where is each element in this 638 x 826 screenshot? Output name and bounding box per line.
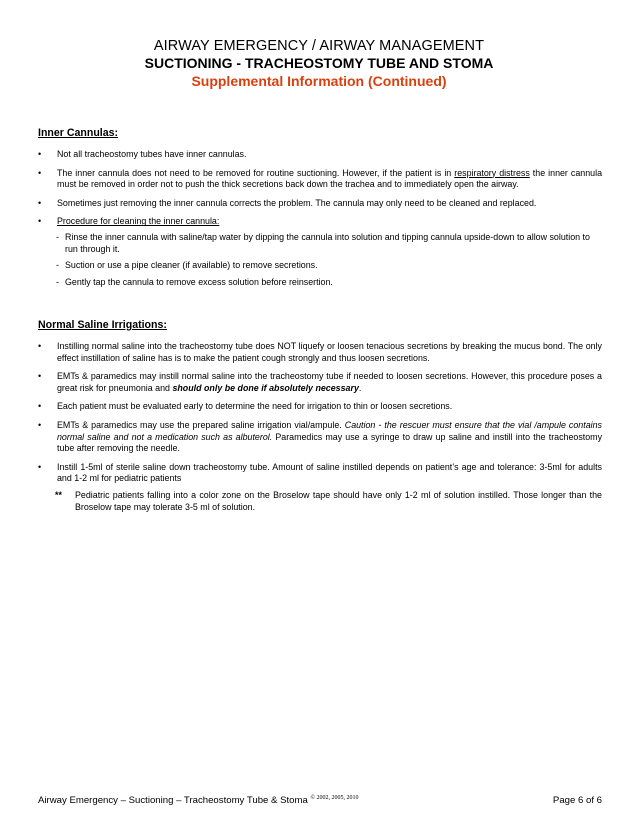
- page-footer: [38, 795, 602, 806]
- bullet-icon: •: [38, 167, 42, 178]
- list-item-text: Sometimes just removing the inner cannula corrects the problem. The cannula may only need to be cleaned and replaced.: [57, 197, 537, 208]
- list-item: [38, 168, 602, 191]
- list-item: [38, 371, 602, 394]
- list-item: [38, 149, 602, 161]
- bullet-icon: •: [38, 216, 42, 227]
- section-title: Normal Saline Irrigations:: [38, 319, 167, 331]
- list-item-text: .: [358, 382, 362, 393]
- bullet-icon: •: [38, 371, 42, 382]
- list-item: [38, 341, 602, 364]
- bullet-icon: •: [38, 461, 42, 472]
- bullet-icon: •: [38, 419, 42, 430]
- dash-icon: -: [56, 260, 59, 271]
- footer-copyright: © 2002, 2005, 2010: [310, 795, 359, 801]
- list-item: [38, 462, 602, 485]
- list-item-text: the inner cannula must be removed in order not to push the thick secretions back down the trachea and to immediately open the airway.: [57, 167, 602, 190]
- header-line-3: Supplemental Information (Continued): [191, 73, 447, 89]
- saline-irrigations-section: [38, 319, 602, 513]
- section-title: Inner Cannulas:: [38, 127, 119, 139]
- sub-list-item: [38, 260, 602, 272]
- list-item: [38, 401, 602, 413]
- list-item: [38, 420, 602, 455]
- list-item-text: EMTs & paramedics may use the prepared saline irrigation vial/ampule.: [57, 419, 345, 430]
- page-header: [0, 38, 638, 90]
- dash-icon: -: [56, 231, 59, 242]
- list-item-text: Paramedics may use a syringe to draw up saline and instill into the tracheostomy tube after removing the needle.: [57, 431, 603, 454]
- bullet-icon: •: [38, 401, 42, 412]
- list-item: [38, 216, 602, 228]
- list-item-text: Each patient must be evaluated early to determine the need for irrigation to thin or loosen secretions.: [57, 401, 453, 412]
- dash-icon: -: [56, 276, 59, 287]
- double-asterisk-icon: **: [55, 489, 62, 500]
- footer-title: Airway Emergency – Suctioning – Tracheostomy Tube & Stoma: [38, 795, 308, 806]
- respiratory-distress-link: respiratory distress: [454, 167, 530, 178]
- sub-list-item-text: Gently tap the cannula to remove excess solution before reinsertion.: [65, 276, 333, 287]
- header-line-2: SUCTIONING - TRACHEOSTOMY TUBE AND STOMA: [144, 55, 494, 71]
- list-item-text: EMTs & paramedics may instill normal saline into the tracheostomy tube if needed to loosen secretions. However, this procedure poses a great risk for pneumonia and: [57, 371, 602, 393]
- list-item-text: Instilling normal saline into the tracheostomy tube does NOT liquefy or loosen tenacious secretions by breaking the mucus bond. The only effect instillation of saline has is to make the patient cough strongly and thus loosen secretions.: [57, 341, 602, 363]
- list-item-text: Not all tracheostomy tubes have inner cannulas.: [57, 149, 247, 159]
- bullet-icon: •: [38, 197, 42, 208]
- note-item: [38, 490, 602, 513]
- emphasis-text: should only be done if absolutely necessary: [172, 382, 359, 393]
- sub-list-item-text: Suction or use a pipe cleaner (if available) to remove secretions.: [65, 260, 318, 271]
- caution-text: Caution - the rescuer must ensure that the vial /ampule contains normal saline and not a medication such as albuterol.: [57, 419, 602, 442]
- list-item: [38, 198, 602, 210]
- list-item-text: The inner cannula does not need to be removed for routine suctioning. However, if the patient is in: [57, 167, 455, 178]
- page-number: Page 6 of 6: [552, 795, 602, 806]
- inner-cannulas-section: [38, 127, 602, 293]
- procedure-heading: Procedure for cleaning the inner cannula:: [57, 216, 220, 227]
- sub-list-item: [38, 277, 602, 289]
- bullet-icon: •: [38, 149, 42, 159]
- sub-list-item: [38, 232, 602, 255]
- sub-list-item-text: Rinse the inner cannula with saline/tap water by dipping the cannula into solution and tipping cannula upside-down to allow solution to run through it.: [65, 231, 590, 254]
- list-item-text: Instill 1-5ml of sterile saline down tracheostomy tube. Amount of saline instilled depends on patient’s age and tolerance: 3-5ml for adults and 1-2 ml for pediatric patients: [57, 461, 602, 484]
- header-line-1: AIRWAY EMERGENCY / AIRWAY MANAGEMENT: [153, 38, 485, 54]
- note-text: Pediatric patients falling into a color zone on the Broselow tape should have only 1-2 ml of solution instilled. Those longer than the Broselow tape may tolerate 3-5 ml of solution.: [75, 489, 602, 512]
- bullet-icon: •: [38, 341, 42, 351]
